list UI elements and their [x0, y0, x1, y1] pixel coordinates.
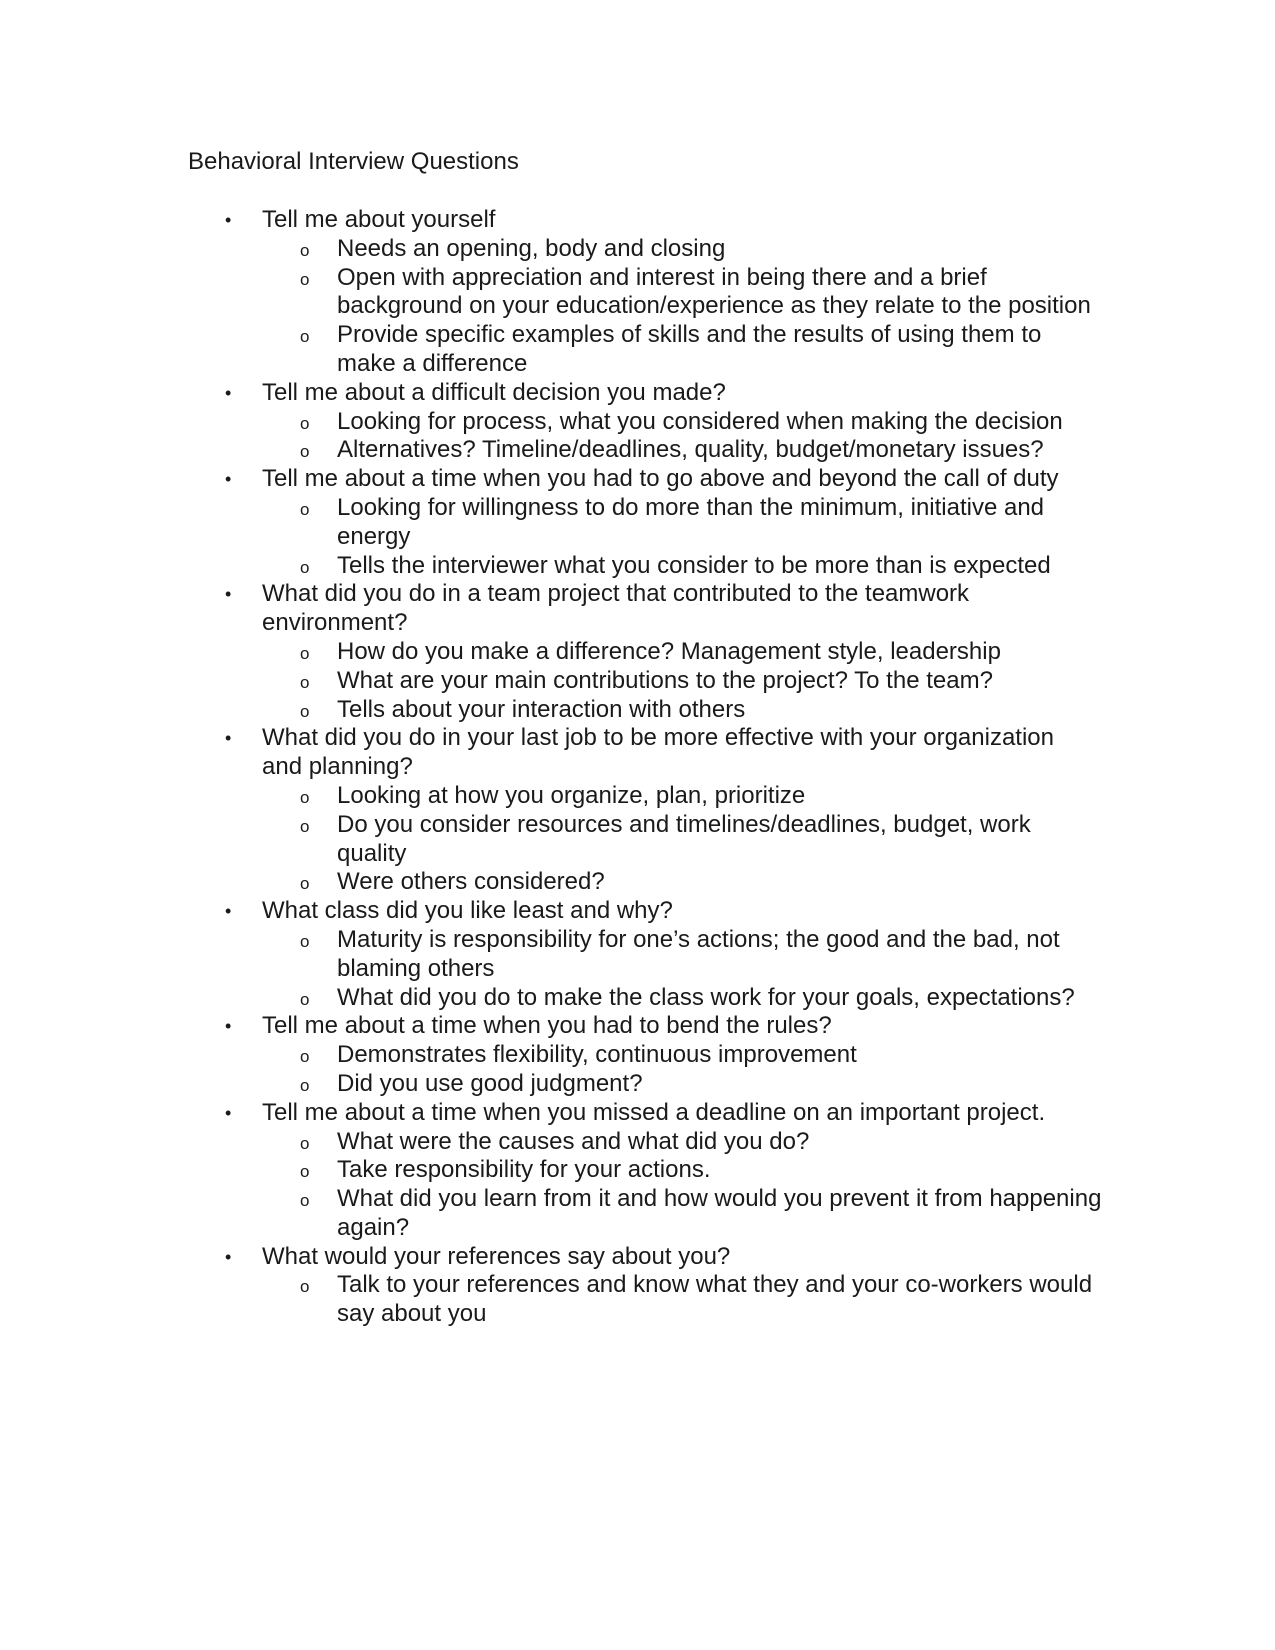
bullet-icon: • [225, 1246, 232, 1267]
circle-bullet-icon: o [300, 269, 310, 289]
point-text: What are your main contributions to the project? To the team? [337, 666, 993, 694]
point-item [0, 408, 1275, 437]
question-text: What would your references say about you? [262, 1242, 731, 1270]
document-title: Behavioral Interview Questions [188, 148, 519, 175]
circle-bullet-icon: o [300, 1047, 310, 1067]
circle-bullet-icon: o [300, 327, 310, 347]
point-item [0, 1128, 1275, 1157]
question-text: Tell me about a time when you had to go above and beyond the call of duty [262, 465, 1059, 493]
circle-bullet-icon: o [300, 1133, 310, 1153]
circle-bullet-icon: o [300, 413, 310, 433]
point-item [0, 1041, 1275, 1070]
point-item [0, 235, 1275, 264]
point-text: What did you do to make the class work for your goals, expectations? [337, 983, 1075, 1011]
point-text: Do you consider resources and timelines/deadlines, budget, work quality [337, 810, 1031, 867]
bullet-icon: • [225, 728, 232, 749]
circle-bullet-icon: o [300, 442, 310, 462]
circle-bullet-icon: o [300, 643, 310, 663]
circle-bullet-icon: o [300, 499, 310, 519]
point-item [0, 696, 1275, 725]
point-item [0, 264, 1275, 322]
bullet-icon: • [225, 469, 232, 490]
point-list [0, 408, 1275, 466]
point-text: Demonstrates flexibility, continuous improvement [337, 1041, 857, 1069]
point-item [0, 494, 1275, 552]
question-item [0, 1243, 1275, 1329]
circle-bullet-icon: o [300, 787, 310, 807]
question-item [0, 1012, 1275, 1098]
point-text: Open with appreciation and interest in being there and a brief background on your education/experience as they relate to the position [337, 263, 1091, 320]
point-item [0, 811, 1275, 869]
question-text: What class did you like least and why? [262, 897, 673, 925]
question-item [0, 580, 1275, 724]
point-item [0, 552, 1275, 581]
point-text: Looking for willingness to do more than the minimum, initiative and energy [337, 493, 1045, 550]
point-item [0, 984, 1275, 1013]
circle-bullet-icon: o [300, 989, 310, 1009]
bullet-icon: • [225, 584, 232, 605]
question-item [0, 379, 1275, 465]
circle-bullet-icon: o [300, 672, 310, 692]
question-item [0, 724, 1275, 897]
point-list [0, 1128, 1275, 1243]
question-text: What did you do in a team project that contributed to the teamwork environment? [262, 580, 970, 637]
point-list [0, 1041, 1275, 1099]
question-text: Tell me about yourself [262, 206, 496, 233]
question-item [0, 206, 1275, 379]
point-text: Looking for process, what you considered when making the decision [337, 407, 1063, 435]
question-text: Tell me about a time when you missed a deadline on an important project. [262, 1098, 1046, 1126]
point-item [0, 321, 1275, 379]
question-list [0, 206, 1275, 1329]
point-text: Needs an opening, body and closing [337, 234, 726, 262]
question-item [0, 465, 1275, 580]
point-item [0, 1156, 1275, 1185]
point-text: Provide specific examples of skills and the results of using them to make a difference [337, 321, 1042, 377]
point-text: What did you learn from it and how would you prevent it from happening again? [337, 1185, 1102, 1241]
circle-bullet-icon: o [300, 931, 310, 951]
circle-bullet-icon: o [300, 816, 310, 836]
question-text: What did you do in your last job to be more effective with your organization and planning? [262, 724, 1054, 781]
point-list [0, 926, 1275, 1012]
point-text: Were others considered? [337, 868, 605, 896]
point-item [0, 638, 1275, 667]
point-text: Tells about your interaction with others [337, 695, 746, 723]
circle-bullet-icon: o [300, 1162, 310, 1182]
point-item [0, 436, 1275, 465]
circle-bullet-icon: o [300, 557, 310, 577]
circle-bullet-icon: o [300, 874, 310, 894]
point-item [0, 926, 1275, 984]
bullet-icon: • [225, 901, 232, 922]
point-list [0, 494, 1275, 580]
point-text: Alternatives? Timeline/deadlines, quality, budget/monetary issues? [337, 436, 1044, 464]
point-text: Looking at how you organize, plan, prioritize [337, 781, 806, 809]
bullet-icon: • [225, 210, 232, 230]
point-item [0, 782, 1275, 811]
point-text: Take responsibility for your actions. [337, 1156, 711, 1184]
question-text: Tell me about a difficult decision you made? [262, 378, 726, 406]
point-item [0, 868, 1275, 897]
question-item [0, 1099, 1275, 1243]
point-item [0, 1070, 1275, 1099]
point-list [0, 782, 1275, 897]
question-item [0, 897, 1275, 1012]
point-list [0, 1271, 1275, 1329]
bullet-icon: • [225, 1102, 232, 1123]
circle-bullet-icon: o [300, 1075, 310, 1095]
bullet-icon: • [225, 382, 232, 403]
circle-bullet-icon: o [300, 1277, 310, 1297]
point-item [0, 667, 1275, 696]
point-text: Tells the interviewer what you consider to be more than is expected [337, 551, 1051, 579]
bullet-icon: • [225, 1016, 232, 1037]
circle-bullet-icon: o [300, 240, 310, 260]
point-text: What were the causes and what did you do? [337, 1127, 810, 1155]
point-text: How do you make a difference? Management style, leadership [337, 637, 1001, 665]
point-list [0, 638, 1275, 724]
point-list [0, 235, 1275, 379]
point-item [0, 1271, 1275, 1329]
circle-bullet-icon: o [300, 701, 310, 721]
point-text: Maturity is responsibility for one’s actions; the good and the bad, not blaming others [337, 925, 1060, 982]
question-text: Tell me about a time when you had to bend the rules? [262, 1012, 832, 1040]
point-item [0, 1185, 1275, 1243]
point-text: Did you use good judgment? [337, 1069, 643, 1097]
point-text: Talk to your references and know what they and your co-workers would say about you [337, 1271, 1093, 1328]
circle-bullet-icon: o [300, 1191, 310, 1211]
